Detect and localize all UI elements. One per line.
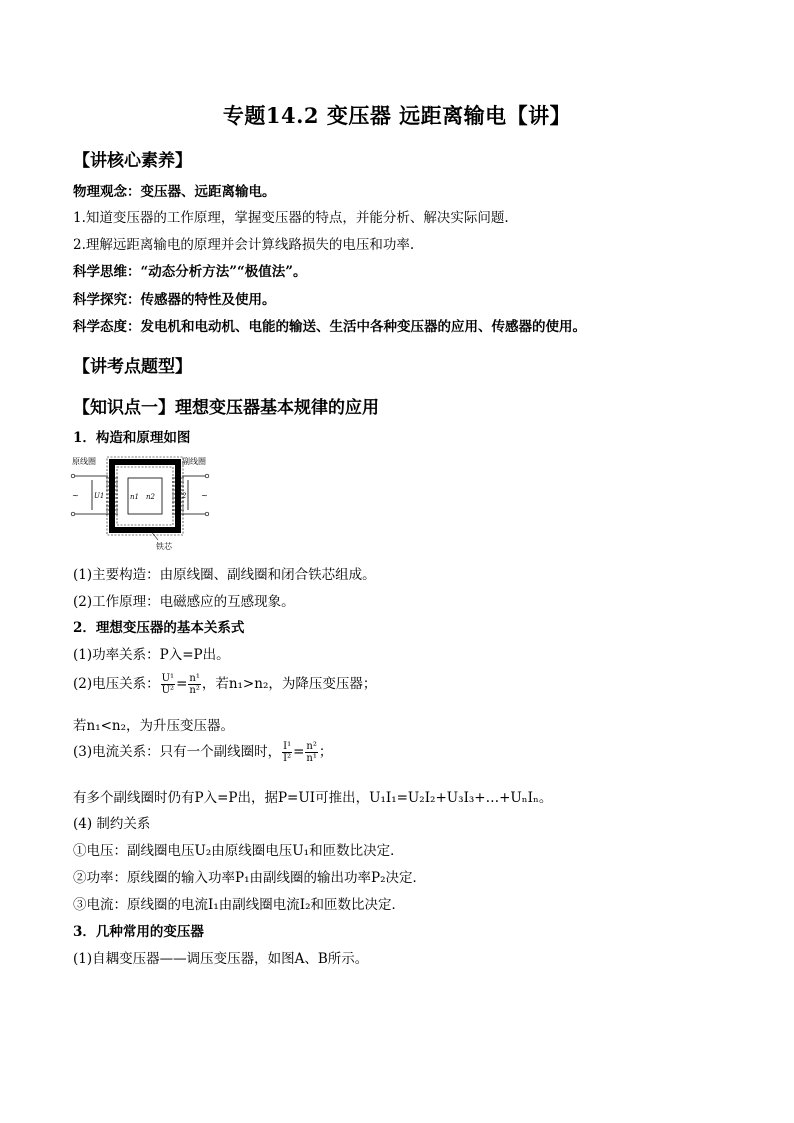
multiple-coils-text: 有多个副线圈时仍有P入=P出，据P=UI可推出，U₁I₁=U₂I₂+U₃I₃+…+UₙIₙ。: [73, 790, 553, 806]
restriction-current: ③电流：原线圈的电流I₁由副线圈电流I₂和匝数比决定．: [73, 897, 405, 913]
science-inquiry: 科学探究：传感器的特性及使用。: [73, 292, 276, 308]
science-thinking: 科学思维：“动态分析方法”“极值法”。: [73, 264, 307, 280]
voltage-relation: (2)电压关系： $\frac{\text{U¹}}{\text{U²}}$ = $\frac{\text{n¹}}{\text{n²}}$ ，若n₁>n₂，为降压变压器；: [73, 673, 377, 696]
current-fraction-n: $\frac{\text{n²}}{\text{n¹}}$: [306, 741, 317, 764]
heading-exam-points: 【讲考点题型】: [73, 357, 192, 377]
autotransformer-text: (1)自耦变压器——调压变压器，如图A、B所示。: [73, 951, 369, 967]
principle-text: (2)工作原理：电磁感应的互感现象。: [73, 594, 295, 610]
core-label: 铁芯: [156, 542, 172, 551]
section-1-title: 1．构造和原理如图: [73, 430, 191, 446]
voltage-fraction-u: $\frac{\text{U¹}}{\text{U²}}$: [161, 673, 175, 696]
science-attitude: 科学态度：发电机和电动机、电能的输送、生活中各种变压器的应用、传感器的使用。: [73, 319, 586, 335]
primary-coil-label: 原线圈: [72, 457, 96, 466]
ac-symbol-right: ~: [201, 491, 208, 500]
current-fraction-i: $\frac{\text{I¹}}{\text{I²}}$: [283, 741, 292, 764]
restriction-title: (4) 制约关系: [73, 816, 151, 832]
heading-knowledge-point-1: 【知识点一】理想变压器基本规律的应用: [73, 398, 379, 418]
literacy-item-1: 1.知道变压器的工作原理，掌握变压器的特点，并能分析、解决实际问题.: [73, 210, 509, 226]
voltage-fraction-n: $\frac{\text{n¹}}{\text{n²}}$: [189, 673, 200, 696]
ac-symbol-left: ~: [72, 491, 79, 500]
section-2-title: 2．理想变压器的基本关系式: [73, 620, 245, 636]
transformer-diagram: [70, 452, 210, 552]
step-up-text: 若n₁<n₂，为升压变压器。: [73, 718, 235, 734]
physics-concept: 物理观念：变压器、远距离输电。: [73, 184, 276, 200]
restriction-voltage: ①电压：副线圈电压U₂由原线圈电压U₁和匝数比决定．: [73, 843, 404, 859]
n1-label: n1: [130, 493, 139, 501]
literacy-item-2: 2.理解远距离输电的原理并会计算线路损失的电压和功率.: [73, 237, 415, 253]
page-title: 专题14.2 变压器 远距离输电【讲】: [222, 103, 572, 128]
n2-label: n2: [146, 493, 155, 501]
u2-label: U2: [176, 492, 187, 500]
secondary-coil-label: 副线圈: [182, 457, 206, 466]
structure-text: (1)主要构造：由原线圈、副线圈和闭合铁芯组成。: [73, 567, 376, 583]
power-relation: (1)功率关系：P入=P出。: [73, 647, 230, 663]
current-relation: (3)电流关系：只有一个副线圈时， $\frac{\text{I¹}}{\text{I²}}$ = $\frac{\text{n²}}{\text{n¹}}$ ；: [73, 741, 333, 764]
heading-core-literacy: 【讲核心素养】: [73, 151, 192, 171]
section-3-title: 3．几种常用的变压器: [73, 924, 204, 940]
restriction-power: ②功率：原线圈的输入功率P₁由副线圈的输出功率P₂决定．: [73, 870, 426, 886]
u1-label: U1: [94, 492, 105, 500]
